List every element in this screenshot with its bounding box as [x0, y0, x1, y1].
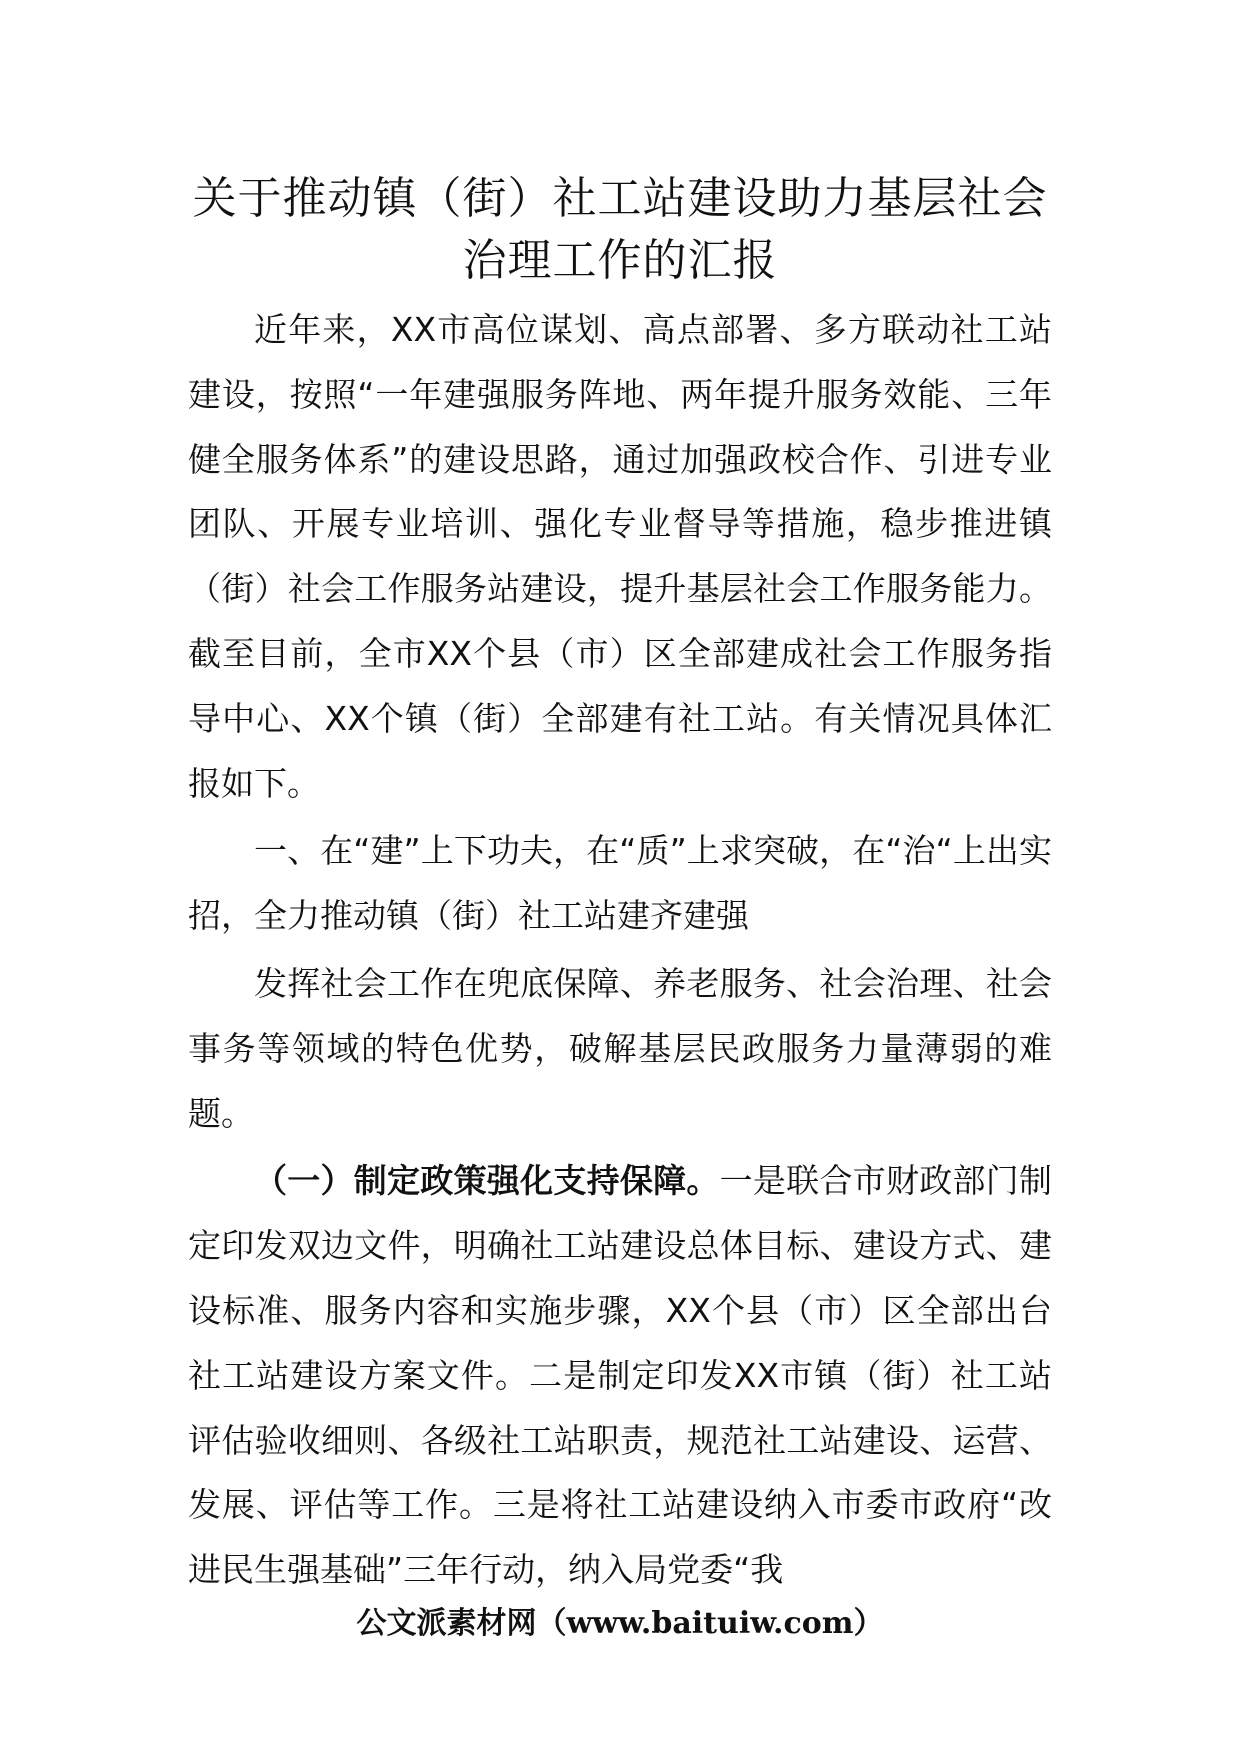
section-intro-paragraph: 发挥社会工作在兜底保障、养老服务、社会治理、社会事务等领域的特色优势，破解基层民政服务力量薄弱的难题。 — [188, 963, 1052, 1133]
intro-paragraph: 近年来，XX市高位谋划、高点部署、多方联动社工站建设，按照“一年建强服务阵地、两年提升服务效能、三年健全服务体系”的建设思路，通过加强政校合作、引进专业团队、开展专业培训、强化专业督导等措施，稳步推进镇（街）社会工作服务站建设，提升基层社会工作服务能力。截至目前，全市XX个县（市）区全部建成社会工作服务指导中心、XX个镇（街）全部建有社工站。有关情况具体汇报如下。 — [188, 310, 1052, 803]
document-title: 关于推动镇（街）社工站建设助力基层社会治理工作的汇报 — [192, 173, 1048, 286]
subsection-paragraph — [188, 1149, 1052, 1603]
document-body — [188, 298, 1052, 1603]
subsection-text: 一是联合市财政部门制定印发双边文件，明确社工站建设总体目标、建设方式、建设标准、服务内容和实施步骤，XX个县（市）区全部出台社工站建设方案文件。二是制定印发XX市镇（街）社工站评估验收细则、各级社工站职责，规范社工站建设、运营、发展、评估等工作。三是将社工站建设纳入市委市政府“改进民生强基础”三年行动，纳入局党委“我 — [188, 1161, 1053, 1590]
section-heading: 一、在“建”上下功夫，在“质”上求突破，在“治“上出实招，全力推动镇（街）社工站建齐建强 — [188, 831, 1052, 936]
subsection-heading: （一）制定政策强化支持保障。 — [254, 1161, 720, 1201]
footer-watermark: 公文派素材网（www.baituiw.com） — [356, 1606, 884, 1641]
